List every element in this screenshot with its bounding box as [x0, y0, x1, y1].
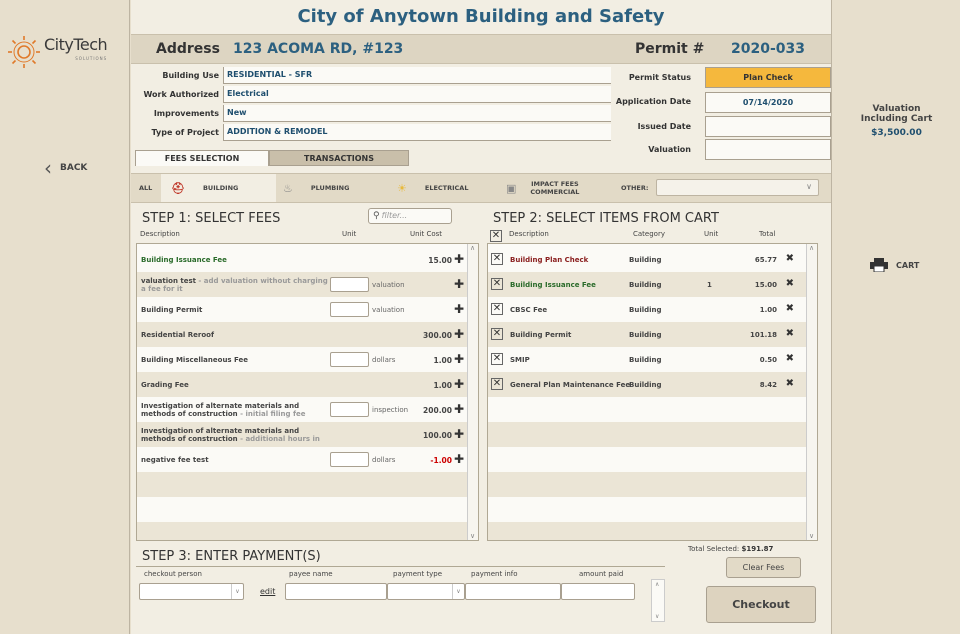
building-use-row	[131, 67, 611, 84]
chevron-down-icon: ∨	[655, 613, 660, 620]
category-all[interactable]: ALL	[139, 184, 153, 192]
permit-status-label: Permit Status	[628, 73, 691, 82]
fee-quantity-input[interactable]	[330, 402, 369, 417]
add-fee-icon[interactable]: ✚	[453, 352, 464, 366]
cart-row: ✕ SMIP Building 0.50 ✖	[492, 353, 794, 364]
empty-row	[488, 447, 806, 472]
fee-list	[136, 243, 479, 541]
fee-list-scrollbar[interactable]	[467, 244, 478, 540]
step2-col-category: Category	[633, 230, 665, 238]
work-authorized-row	[131, 86, 611, 103]
back-button[interactable]	[44, 158, 87, 178]
divider	[136, 566, 665, 567]
category-bar	[131, 173, 831, 203]
application-date-label: Application Date	[615, 97, 691, 106]
main-content	[131, 0, 831, 634]
fee-row: Investigation of alternate materials and methods of construction - additional hours in 100.00 ✚	[137, 422, 467, 447]
back-label: BACK	[60, 163, 88, 173]
step1-col-description: Description	[140, 230, 180, 238]
cart-row: ✕ Building Plan Check Building 65.77 ✖	[492, 253, 794, 264]
chevron-up-icon: ∧	[470, 244, 476, 252]
chevron-down-icon: ∨	[452, 584, 464, 599]
checkout-person-select[interactable]	[139, 583, 244, 600]
chevron-up-icon: ∧	[809, 244, 815, 252]
edit-link[interactable]: edit	[260, 587, 276, 596]
cart-row: ✕ General Plan Maintenance Fee Building 8.42 ✖	[488, 372, 806, 397]
payment-row	[139, 581, 660, 601]
add-fee-icon[interactable]: ✚	[453, 402, 464, 416]
issued-date-label: Issued Date	[637, 122, 691, 131]
issued-date-value	[705, 116, 831, 137]
brand-name: CityTech SOLUTIONS	[44, 35, 108, 61]
cart-item-checkbox[interactable]: ✕	[492, 353, 502, 364]
left-panel	[0, 0, 130, 634]
faucet-icon: ♨	[283, 181, 293, 195]
fee-row: valuation test - add valuation without charging a fee for it valuation ✚	[137, 272, 467, 297]
step2-col-description: Description	[509, 230, 549, 238]
category-building[interactable]: ⛑ BUILDING	[161, 174, 276, 202]
brand-logo	[6, 32, 124, 72]
category-plumbing[interactable]: ♨ PLUMBING	[283, 181, 350, 195]
improvements-label: Improvements	[153, 109, 219, 118]
amount-paid-input[interactable]	[561, 583, 635, 600]
valuation-cart-amount: $3,500.00	[871, 128, 922, 138]
fee-quantity-input[interactable]	[330, 277, 369, 292]
step2-col-total: Total	[759, 230, 776, 238]
payment-type-select[interactable]	[387, 583, 465, 600]
permit-value: 2020-033	[731, 41, 805, 57]
cart-item-checkbox[interactable]: ✕	[492, 253, 502, 264]
step1-title: STEP 1: SELECT FEES	[142, 211, 281, 226]
step3-title: STEP 3: ENTER PAYMENT(S)	[142, 549, 321, 564]
address-bar	[131, 34, 831, 64]
fee-row: Residential Reroof 300.00 ✚	[137, 322, 467, 347]
project-type-value: ADDITION & REMODEL	[223, 124, 611, 141]
empty-row	[488, 397, 806, 422]
improvements-value: New	[223, 105, 611, 122]
empty-row	[488, 422, 806, 447]
fee-row: Investigation of alternate materials and methods of construction - initial filing fee inspection 200.00 ✚	[141, 401, 464, 418]
remove-item-icon[interactable]: ✖	[785, 328, 794, 339]
box-icon: ▣	[506, 181, 517, 195]
col-payment-type: payment type	[393, 570, 443, 578]
col-payee-name: payee name	[289, 570, 333, 578]
tab-transactions[interactable]: TRANSACTIONS	[269, 150, 409, 166]
cart-item-checkbox[interactable]: ✕	[492, 378, 502, 389]
remove-item-icon[interactable]: ✖	[785, 378, 794, 389]
valuation-label: Valuation	[648, 145, 691, 154]
remove-item-icon[interactable]: ✖	[785, 353, 794, 364]
permit-label: Permit #	[635, 41, 705, 57]
payee-name-input[interactable]	[285, 583, 387, 600]
cart-row: ✕ Building Permit Building 101.18 ✖	[488, 322, 806, 347]
empty-row	[488, 497, 806, 522]
add-fee-icon[interactable]: ✚	[453, 452, 464, 466]
work-authorized-label: Work Authorized	[143, 90, 219, 99]
tab-fees-selection[interactable]: FEES SELECTION	[135, 150, 269, 166]
add-fee-icon[interactable]: ✚	[453, 327, 464, 341]
empty-row	[488, 472, 806, 497]
category-electrical[interactable]: ☀ ELECTRICAL	[397, 181, 469, 195]
page-title: City of Anytown Building and Safety	[297, 6, 665, 27]
project-type-row	[131, 124, 611, 141]
valuation-cart-label: Valuation Including Cart	[860, 104, 933, 124]
add-fee-icon[interactable]: ✚	[453, 252, 464, 266]
cart-item-checkbox[interactable]: ✕	[492, 303, 502, 314]
search-icon: ⚲	[373, 211, 380, 221]
remove-item-icon[interactable]: ✖	[785, 278, 794, 289]
lightbulb-icon: ☀	[397, 181, 407, 195]
category-impact-fees[interactable]: ▣ IMPACT FEES COMMERCIAL	[506, 180, 580, 196]
fee-filter-input[interactable]: ⚲ filter...	[368, 208, 452, 224]
address-label: Address	[156, 41, 220, 57]
sun-logo-icon	[6, 34, 42, 70]
chevron-left-icon: ‹	[44, 156, 52, 180]
clear-fees-button[interactable]: Clear Fees	[726, 557, 801, 578]
other-category-select[interactable]	[656, 179, 819, 196]
cart-label: CART	[896, 260, 920, 270]
empty-row	[137, 522, 467, 541]
remove-item-icon[interactable]: ✖	[785, 253, 794, 264]
chevron-up-icon: ∧	[655, 581, 660, 588]
valuation-value	[705, 139, 831, 160]
step2-title: STEP 2: SELECT ITEMS FROM CART	[493, 211, 719, 226]
hardhat-icon: ⛑	[171, 181, 185, 195]
col-checkout-person: checkout person	[144, 570, 202, 578]
step2-col-unit: Unit	[704, 230, 719, 238]
cart-list	[487, 243, 818, 541]
cart-list-scrollbar[interactable]	[806, 244, 817, 540]
printer-icon	[870, 258, 888, 272]
cart-item-checkbox[interactable]: ✕	[492, 278, 502, 289]
permit-status-value: Plan Check	[705, 67, 831, 88]
add-fee-icon[interactable]: ✚	[453, 277, 464, 291]
building-use-value: RESIDENTIAL - SFR	[223, 67, 611, 84]
fee-row: Building Issuance Fee 15.00 ✚	[141, 252, 464, 266]
address-value: 123 ACOMA RD, #123	[233, 41, 404, 57]
project-type-label: Type of Project	[151, 128, 219, 137]
fee-row: Building Miscellaneous Fee dollars 1.00 ✚	[141, 352, 464, 366]
work-authorized-value: Electrical	[223, 86, 611, 103]
other-label: OTHER:	[621, 184, 649, 192]
empty-row	[137, 497, 467, 522]
add-fee-icon[interactable]: ✚	[453, 427, 464, 441]
improvements-row	[131, 105, 611, 122]
cart-row: ✕ Building Issuance Fee Building 1 15.00 ✖	[488, 272, 806, 297]
fee-row: negative fee test dollars -1.00 ✚	[141, 452, 464, 466]
right-panel	[831, 0, 960, 634]
col-amount-paid: amount paid	[579, 570, 624, 578]
step1-col-unit: Unit	[342, 230, 357, 238]
chevron-down-icon: ∨	[231, 584, 243, 599]
empty-row	[488, 522, 806, 541]
step1-col-unit-cost: Unit Cost	[410, 230, 443, 238]
remove-item-icon[interactable]: ✖	[785, 303, 794, 314]
fee-row: Grading Fee 1.00 ✚	[137, 372, 467, 397]
cart-button[interactable]	[870, 258, 919, 272]
application-date-value: 07/14/2020	[705, 92, 831, 113]
chevron-down-icon: ∨	[470, 532, 476, 540]
fee-quantity-input[interactable]	[330, 302, 369, 317]
empty-row	[137, 472, 467, 497]
fee-quantity-input[interactable]	[330, 452, 369, 467]
add-fee-icon[interactable]: ✚	[453, 302, 464, 316]
col-payment-info: payment info	[471, 570, 518, 578]
chevron-down-icon: ∨	[809, 532, 815, 540]
total-selected: Total Selected: $191.87	[688, 545, 774, 553]
add-fee-icon[interactable]: ✚	[453, 377, 464, 391]
cart-row: ✕ CBSC Fee Building 1.00 ✖	[492, 303, 794, 314]
cart-item-checkbox[interactable]: ✕	[492, 328, 502, 339]
building-use-label: Building Use	[162, 71, 219, 80]
fee-row: Building Permit valuation ✚	[141, 302, 464, 316]
fee-quantity-input[interactable]	[330, 352, 369, 367]
checkout-button[interactable]: Checkout	[706, 586, 816, 623]
chevron-down-icon: ∨	[806, 182, 812, 191]
select-all-checkbox[interactable]: ✕	[491, 230, 501, 241]
payment-info-input[interactable]	[465, 583, 561, 600]
payment-scrollbar[interactable]	[651, 579, 665, 622]
